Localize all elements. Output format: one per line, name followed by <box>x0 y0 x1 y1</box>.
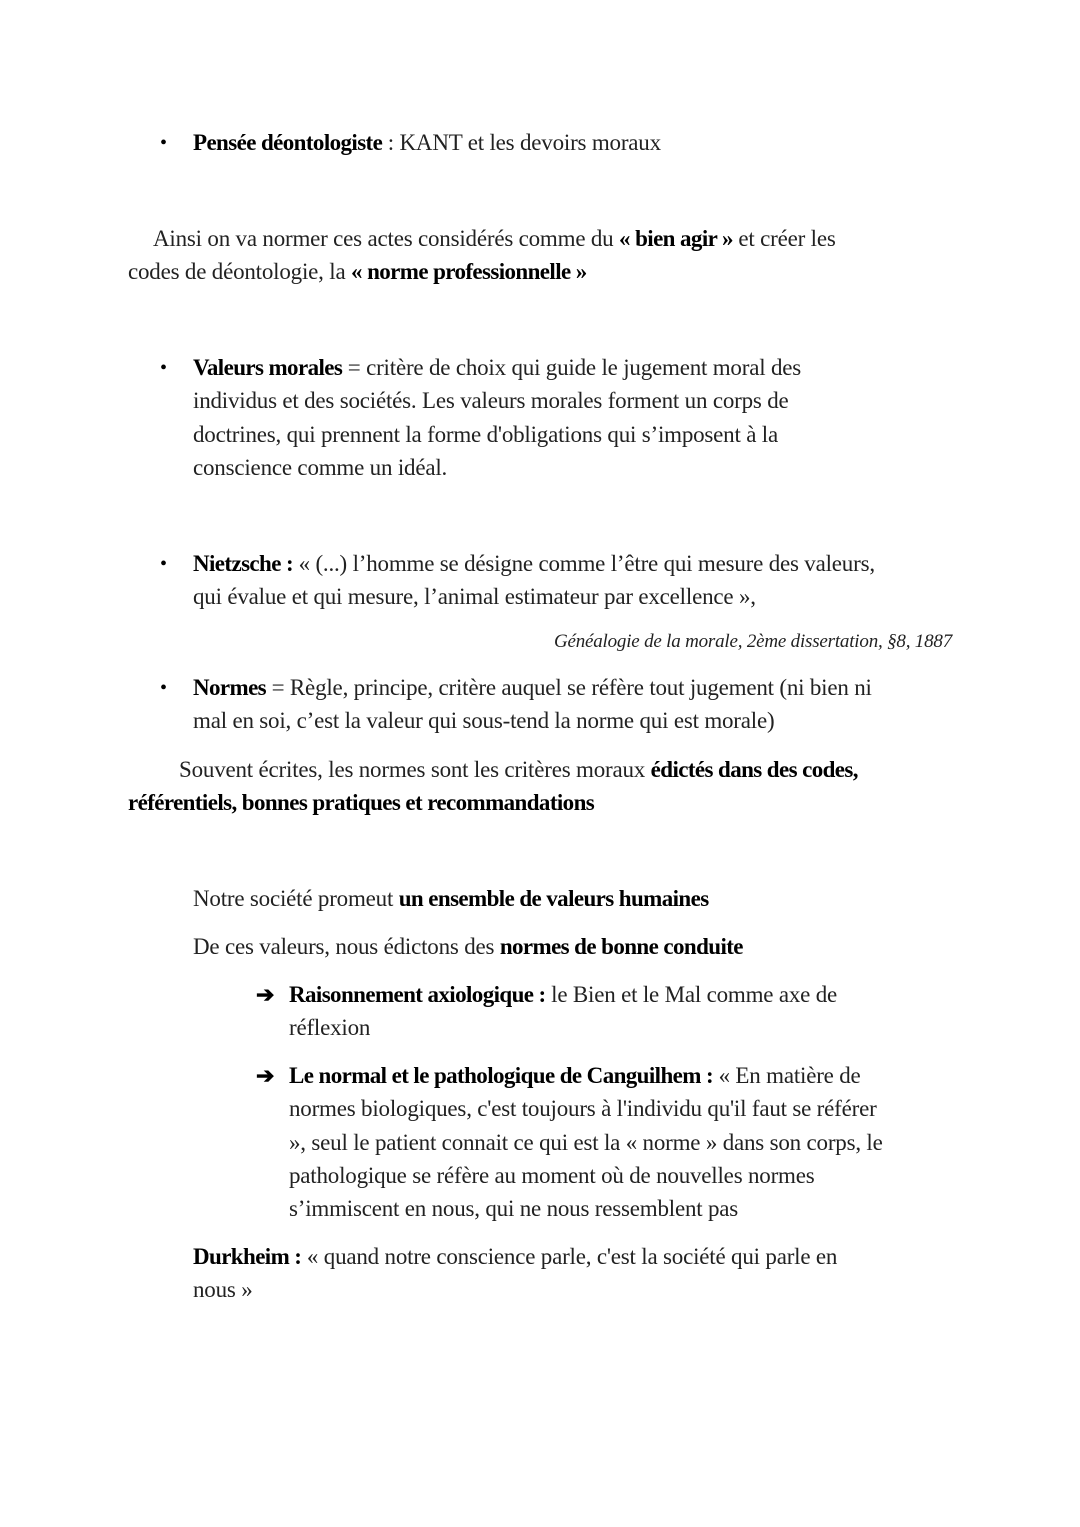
text-segment: codes de déontologie, la <box>128 259 352 284</box>
text-segment: « quand notre conscience parle, c'est la société qui parle en <box>301 1244 838 1269</box>
bullet-icon: • <box>160 553 168 575</box>
bullet-icon: • <box>160 677 168 699</box>
bold-term: édictés dans des codes, <box>650 757 858 782</box>
bold-term: Nietzsche : <box>193 551 294 576</box>
text-segment: De ces valeurs, nous édictons des <box>193 934 500 959</box>
text-segment: s’immiscent en nous, qui ne nous ressemblent pas <box>289 1196 739 1221</box>
bold-term: Raisonnement axiologique : <box>289 982 546 1007</box>
text-line <box>193 582 756 612</box>
bold-term: Pensée déontologiste <box>193 130 383 155</box>
text-segment: « (...) l’homme se désigne comme l’être qui mesure des valeurs, <box>293 551 875 576</box>
bold-term: Durkheim : <box>193 1244 302 1269</box>
text-segment: le Bien et le Mal comme axe de <box>545 982 838 1007</box>
bold-term: « norme professionnelle » <box>351 259 587 284</box>
text-line <box>193 549 875 579</box>
text-line <box>193 706 774 736</box>
text-segment: et créer les <box>732 226 836 251</box>
text-line <box>289 1161 815 1191</box>
text-segment: mal en soi, c’est la valeur qui sous-tend la norme qui est morale) <box>193 708 775 733</box>
text-line <box>193 353 801 383</box>
text-line <box>193 128 661 158</box>
bold-term: un ensemble de valeurs humaines <box>398 886 709 911</box>
text-line <box>193 932 743 962</box>
text-segment: pathologique se réfère au moment où de nouvelles normes <box>289 1163 815 1188</box>
bullet-icon: • <box>160 357 168 379</box>
text-segment: : KANT et les devoirs moraux <box>382 130 661 155</box>
text-line <box>153 224 836 254</box>
citation-source <box>554 627 952 657</box>
text-segment: nous » <box>193 1277 253 1302</box>
text-line <box>193 420 778 450</box>
text-segment: Notre société promeut <box>193 886 399 911</box>
text-line <box>193 884 709 914</box>
text-segment: = critère de choix qui guide le jugement moral des <box>342 355 802 380</box>
text-line <box>289 1128 883 1158</box>
bold-term: référentiels, bonnes pratiques et recommandations <box>128 790 595 815</box>
text-segment: Souvent écrites, les normes sont les critères moraux <box>179 757 651 782</box>
text-line <box>289 1094 877 1124</box>
text-line <box>193 1242 837 1272</box>
bold-term: Normes <box>193 675 267 700</box>
text-line <box>193 1275 253 1305</box>
text-segment: conscience comme un idéal. <box>193 455 448 480</box>
text-segment: », seul le patient connait ce qui est la « norme » dans son corps, le <box>289 1130 883 1155</box>
text-line <box>289 1194 738 1224</box>
text-line <box>128 257 587 287</box>
text-line <box>193 453 447 483</box>
text-line <box>193 673 872 703</box>
text-segment: normes biologiques, c'est toujours à l'individu qu'il faut se référer <box>289 1096 877 1121</box>
text-segment: doctrines, qui prennent la forme d'obligations qui s’imposent à la <box>193 422 778 447</box>
bullet-icon: • <box>160 132 168 154</box>
bold-term: normes de bonne conduite <box>499 934 743 959</box>
text-segment: individus et des sociétés. Les valeurs morales forment un corps de <box>193 388 789 413</box>
text-segment: qui évalue et qui mesure, l’animal estimateur par excellence », <box>193 584 756 609</box>
bold-term: Valeurs morales <box>193 355 343 380</box>
text-segment: réflexion <box>289 1015 371 1040</box>
text-line <box>179 755 858 785</box>
bold-term: « bien agir » <box>619 226 733 251</box>
text-line <box>128 788 594 818</box>
text-segment: = Règle, principe, critère auquel se réfère tout jugement (ni bien ni <box>266 675 872 700</box>
text-segment: Ainsi on va normer ces actes considérés comme du <box>153 226 620 251</box>
text-line <box>193 386 789 416</box>
bold-term: Le normal et le pathologique de Canguilhem : <box>289 1063 714 1088</box>
arrow-icon: ➔ <box>256 982 275 1007</box>
text-line <box>289 1061 861 1091</box>
text-line <box>289 1013 370 1043</box>
text-segment: Généalogie de la morale, 2ème dissertation, §8, 1887 <box>553 631 952 652</box>
text-line <box>289 980 837 1010</box>
text-segment: « En matière de <box>713 1063 861 1088</box>
arrow-icon: ➔ <box>256 1063 275 1088</box>
